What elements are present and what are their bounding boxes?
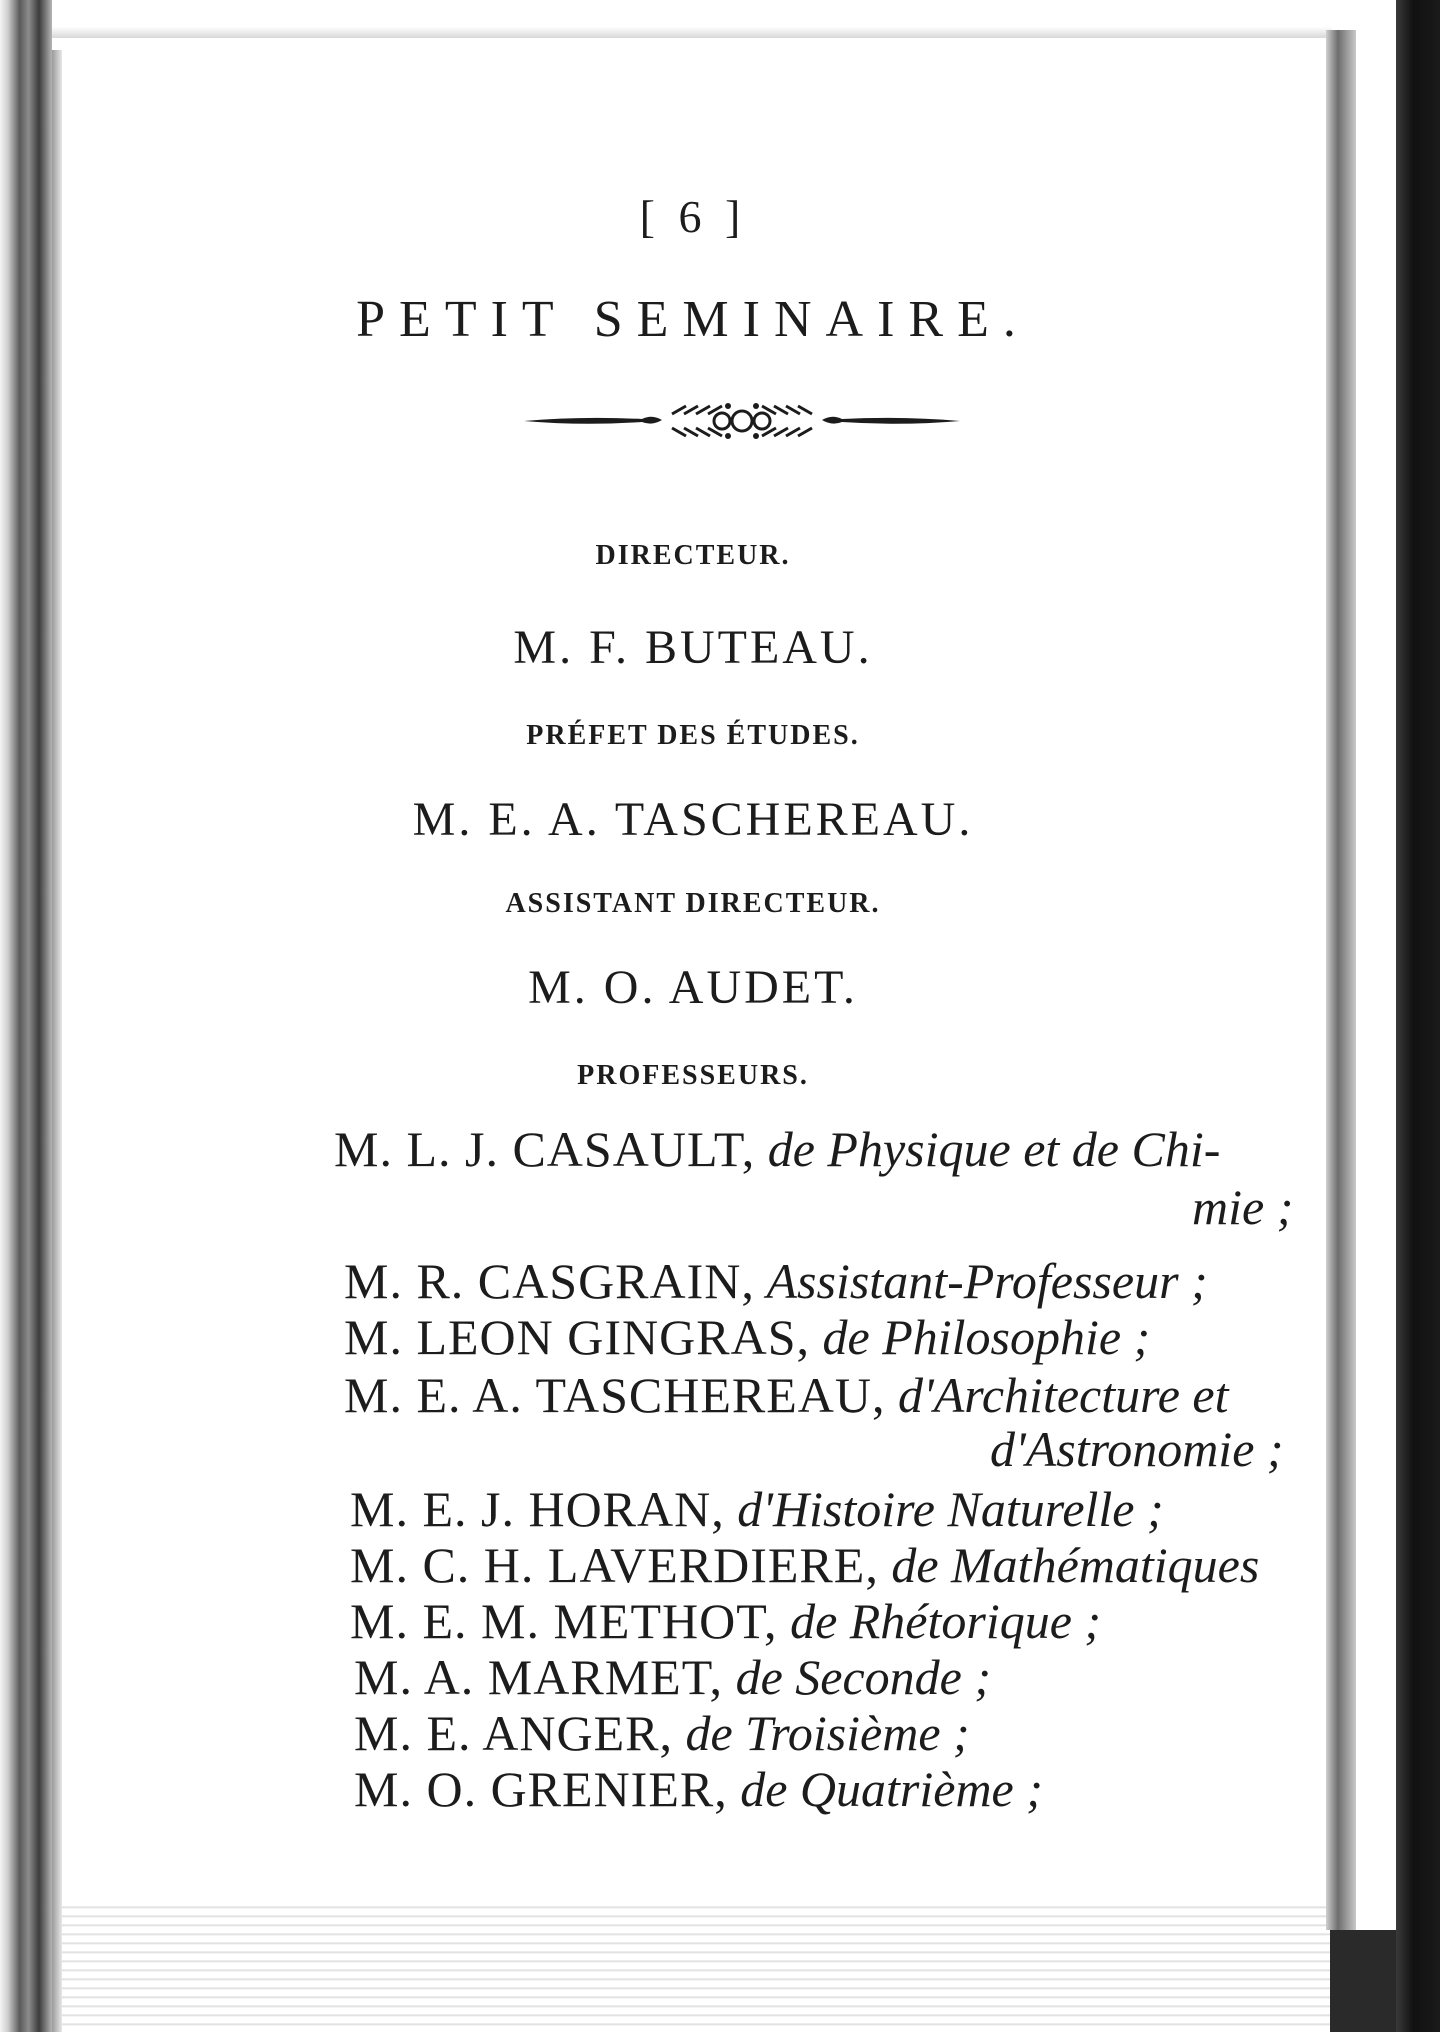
professeur-name: M. E. A. TASCHEREAU, xyxy=(344,1367,886,1423)
professeur-entry xyxy=(344,1308,1150,1366)
professeur-name: M. E. J. HORAN, xyxy=(350,1481,725,1537)
page-title: PETIT SEMINAIRE. xyxy=(356,291,1030,348)
professeur-entry xyxy=(354,1648,991,1706)
professeurs-heading: PROFESSEURS. xyxy=(577,1060,809,1091)
assistant-name: M. O. AUDET. xyxy=(528,961,858,1014)
book-page xyxy=(62,40,1324,1900)
professeur-entry xyxy=(350,1592,1101,1650)
professeur-entry xyxy=(354,1704,970,1762)
professeur-entry xyxy=(350,1536,1259,1594)
directeur-heading: DIRECTEUR. xyxy=(595,540,791,571)
professeur-subject-continuation: mie ; xyxy=(1192,1179,1294,1235)
book-gutter-left xyxy=(0,0,52,2032)
professeur-entry xyxy=(344,1366,1228,1424)
professeur-subject: de Seconde ; xyxy=(723,1649,991,1705)
page-stack-edges xyxy=(62,1900,1362,2032)
professeur-name: M. O. GRENIER, xyxy=(354,1761,728,1817)
professeur-subject-continuation: d'Astronomie ; xyxy=(990,1421,1284,1477)
professeur-subject: de Mathématiques xyxy=(878,1537,1260,1593)
prefet-name: M. E. A. TASCHEREAU. xyxy=(412,793,974,846)
professeur-subject: de Quatrième ; xyxy=(727,1761,1043,1817)
professeur-entry xyxy=(354,1760,1043,1818)
professeur-name: M. C. H. LAVERDIERE, xyxy=(350,1537,879,1593)
professeur-name: M. E. ANGER, xyxy=(354,1705,673,1761)
page-fold-shadow xyxy=(52,50,62,2032)
prefet-heading: PRÉFET DES ÉTUDES. xyxy=(526,720,860,751)
page-top-edge xyxy=(52,0,1332,38)
page-number: [ 6 ] xyxy=(639,191,747,242)
professeur-subject: Assistant-Professeur ; xyxy=(754,1253,1208,1309)
scan-margin xyxy=(1356,0,1396,2032)
professeur-entry xyxy=(334,1120,1220,1178)
professeur-entry xyxy=(344,1252,1208,1310)
professeur-name: M. A. MARMET, xyxy=(354,1649,724,1705)
page-right-edge xyxy=(1326,30,1356,1930)
professeur-subject: de Philosophie ; xyxy=(810,1309,1151,1365)
professeur-subject: de Rhétorique ; xyxy=(777,1593,1102,1649)
professeur-subject: d'Architecture et xyxy=(885,1367,1229,1423)
professeur-subject: de Physique et de Chi- xyxy=(755,1121,1221,1177)
professeur-name: M. R. CASGRAIN, xyxy=(344,1253,755,1309)
professeur-subject: de Troisième ; xyxy=(672,1705,970,1761)
assistant-heading: ASSISTANT DIRECTEUR. xyxy=(505,888,881,919)
professeur-name: M. E. M. METHOT, xyxy=(350,1593,778,1649)
professeur-name: M. LEON GINGRAS, xyxy=(344,1309,810,1365)
scan-background-right xyxy=(1396,0,1440,2032)
professeur-subject: d'Histoire Naturelle ; xyxy=(724,1481,1164,1537)
scan-background-corner xyxy=(1330,1930,1396,2032)
ornament-divider xyxy=(522,392,962,448)
professeur-name: M. L. J. CASAULT, xyxy=(334,1121,756,1177)
directeur-name: M. F. BUTEAU. xyxy=(513,621,873,674)
professeur-entry xyxy=(350,1480,1164,1538)
